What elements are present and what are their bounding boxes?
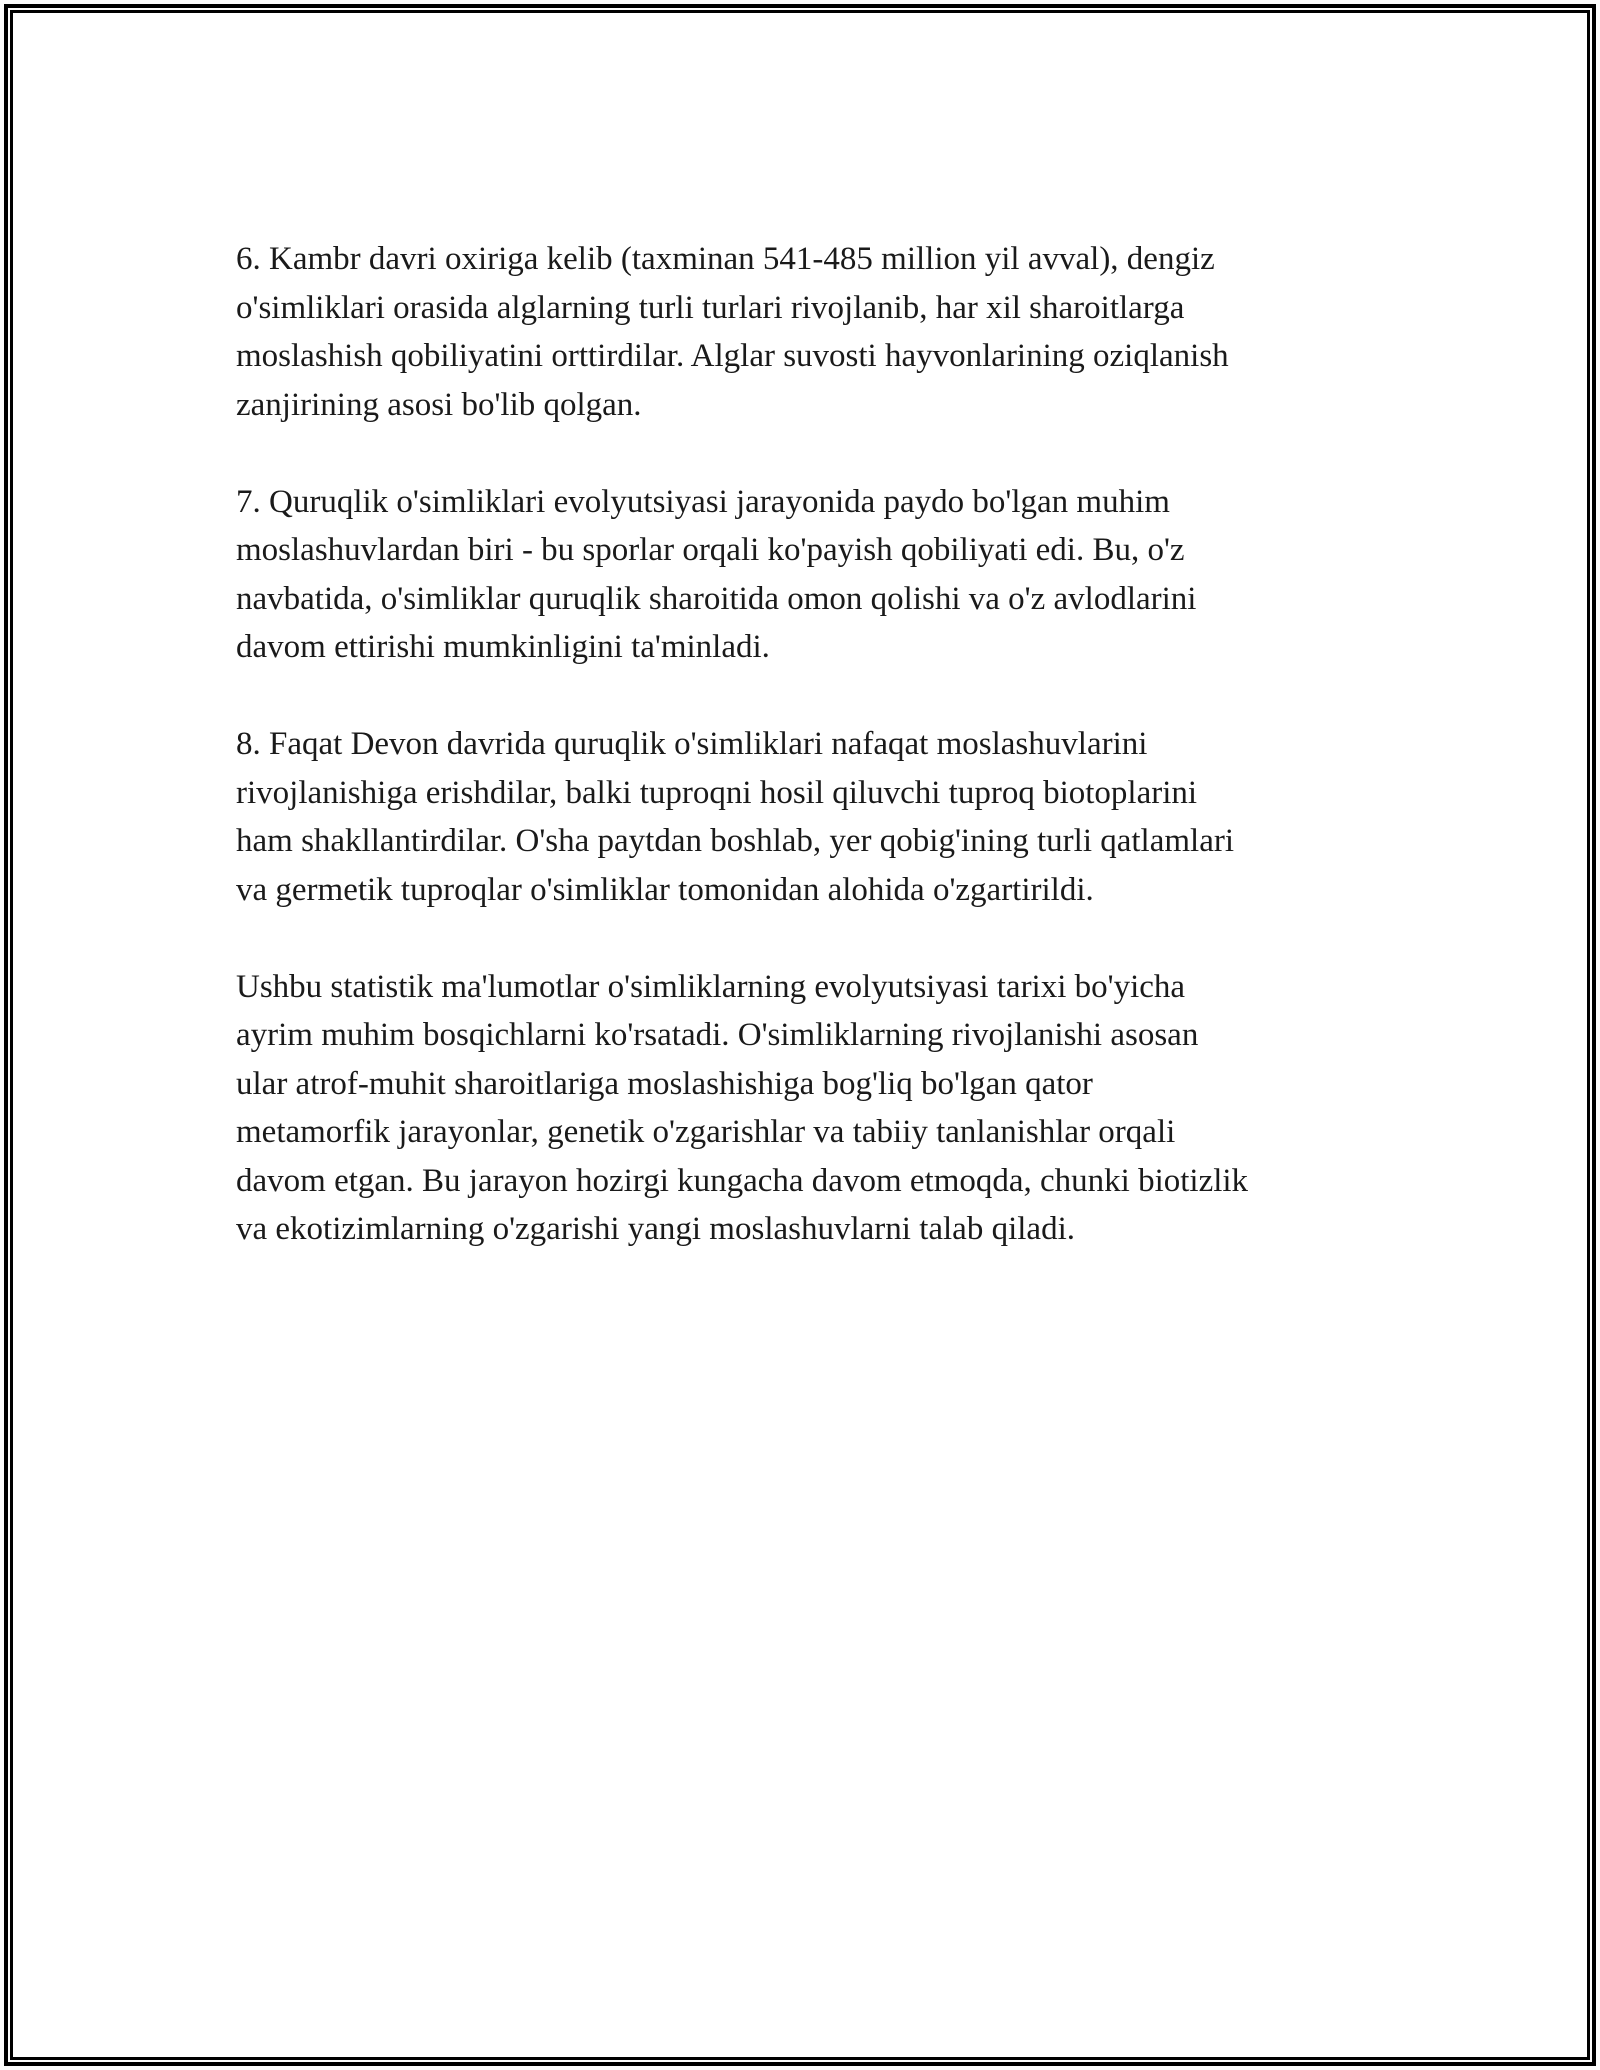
paragraph-conclusion [236, 963, 1396, 1254]
text-line: Ushbu statistik ma'lumotlar o'simliklarning evolyutsiyasi tarixi bo'yicha [236, 968, 1186, 1005]
text-line: 7. Quruqlik o'simliklari evolyutsiyasi jarayonida paydo bo'lgan muhim [236, 483, 1170, 520]
text-line: metamorfik jarayonlar, genetik o'zgarishlar va tabiiy tanlanishlar orqali [236, 1114, 1176, 1150]
text-line: 6. Kambr davri oxiriga kelib (taxminan 541-485 million yil avval), dengiz [236, 241, 1215, 277]
text-line: zanjirining asosi bo'lib qolgan. [236, 386, 642, 423]
document-body [236, 235, 1396, 1302]
paragraph-item-7 [236, 478, 1396, 672]
text-line: 8. Faqat Devon davrida quruqlik o'simliklari nafaqat moslashuvlarini [236, 726, 1148, 762]
text-line: va ekotizimlarning o'zgarishi yangi moslashuvlarni talab qiladi. [236, 1211, 1075, 1247]
text-line: va germetik tuproqlar o'simliklar tomonidan alohida o'zgartirildi. [236, 871, 1094, 908]
text-line: davom ettirishi mumkinligini ta'minladi. [236, 629, 770, 665]
paragraph-item-8 [236, 720, 1396, 914]
paragraph-item-6 [236, 235, 1396, 429]
text-line: navbatida, o'simliklar quruqlik sharoitida omon qolishi va o'z avlodlarini [236, 580, 1197, 617]
text-line: ham shakllantirdilar. O'sha paytdan boshlab, yer qobig'ining turli qatlamlari [236, 823, 1235, 859]
text-line: moslashish qobiliyatini orttirdilar. Alglar suvosti hayvonlarining oziqlanish [236, 338, 1229, 374]
text-line: o'simliklari orasida alglarning turli turlari rivojlanib, har xil sharoitlarga [236, 289, 1185, 326]
text-line: ayrim muhim bosqichlarni ko'rsatadi. O'simliklarning rivojlanishi asosan [236, 1017, 1199, 1053]
text-line: moslashuvlardan biri - bu sporlar orqali ko'payish qobiliyati edi. Bu, o'z [236, 532, 1185, 568]
text-line: davom etgan. Bu jarayon hozirgi kungacha davom etmoqda, chunki biotizlik [236, 1162, 1249, 1199]
text-line: rivojlanishiga erishdilar, balki tuproqni hosil qiluvchi tuproq biotoplarini [236, 774, 1198, 811]
text-line: ular atrof-muhit sharoitlariga moslashishiga bog'liq bo'lgan qator [236, 1065, 1093, 1102]
